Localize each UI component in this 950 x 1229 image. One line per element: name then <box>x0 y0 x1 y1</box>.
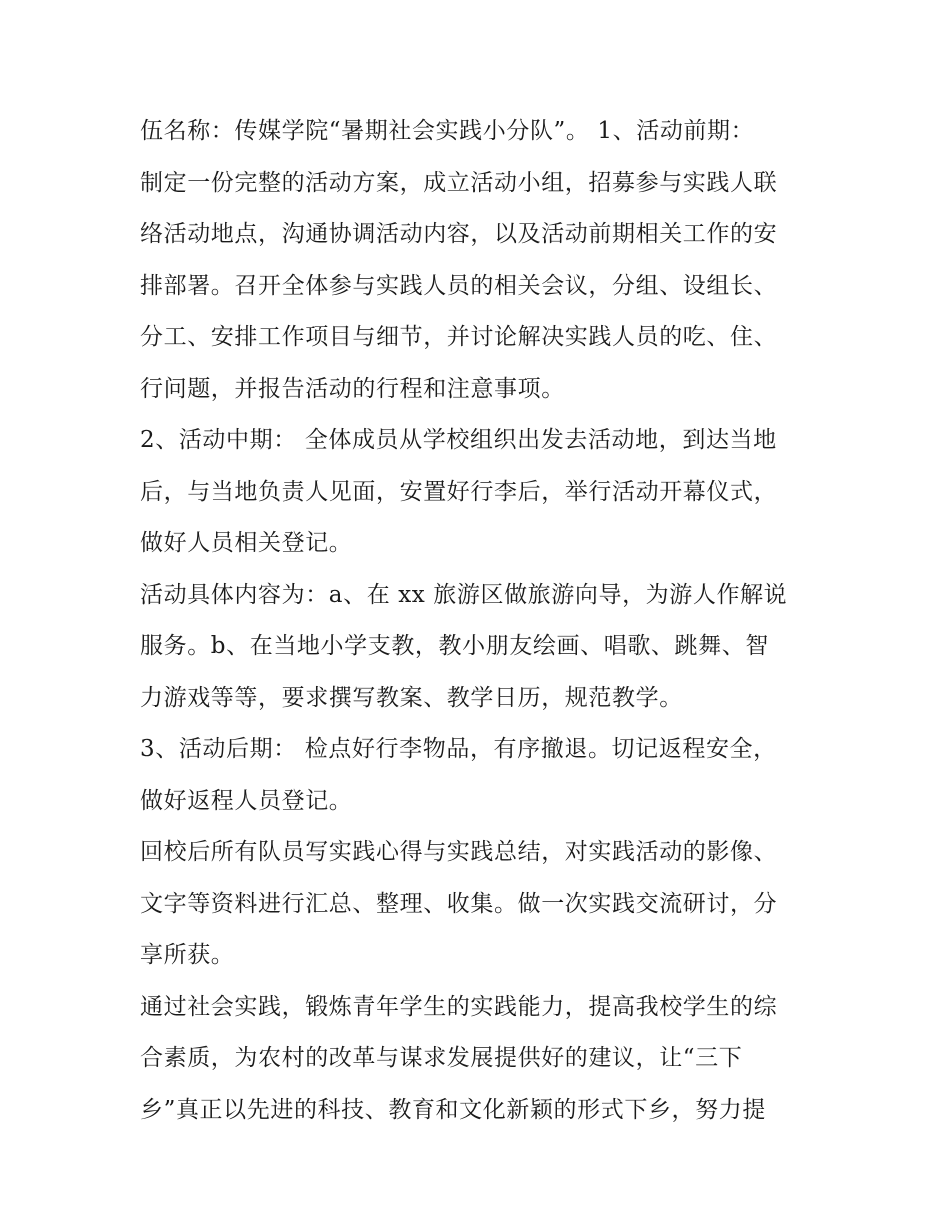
text-line: 伍名称：传媒学院“暑期社会实践小分队”。 1、活动前期： <box>140 118 755 144</box>
text-line: 服务。b、在当地小学支教，教小朋友绘画、唱歌、跳舞、智 <box>140 633 769 659</box>
text-line: 享所获。 <box>140 942 235 968</box>
text-line: 做好人员相关登记。 <box>140 530 353 556</box>
text-line: 做好返程人员登记。 <box>140 787 353 814</box>
text-line: 通过社会实践，锻炼青年学生的实践能力，提高我校学生的综 <box>140 993 778 1020</box>
text-line: 2、活动中期： 全体成员从学校组织出发去活动地，到达当地 <box>140 427 777 453</box>
text-line: 络活动地点，沟通协调活动内容，以及活动前期相关工作的安 <box>140 221 778 247</box>
text-line: 文字等资料进行汇总、整理、收集。做一次实践交流研讨，分 <box>140 890 778 917</box>
text-line: 乡”真正以先进的科技、教育和文化新颖的形式下乡，努力提 <box>140 1096 766 1123</box>
text-line: 排部署。召开全体参与实践人员的相关会议，分组、设组长、 <box>140 272 778 299</box>
text-line: 分工、安排工作项目与细节，并讨论解决实践人员的吃、住、 <box>140 324 778 350</box>
text-line: 3、活动后期： 检点好行李物品，有序撤退。切记返程安全， <box>140 736 777 762</box>
text-line: 后，与当地负责人见面，安置好行李后，举行活动开幕仪式， <box>140 478 778 505</box>
text-line: 活动具体内容为：a、在 xx 旅游区做旅游向导，为游人作解说 <box>140 581 788 608</box>
text-line: 行问题，并报告活动的行程和注意事项。 <box>140 375 565 402</box>
text-line: 制定一份完整的活动方案，成立活动小组，招募参与实践人联 <box>140 169 778 196</box>
text-line: 回校后所有队员写实践心得与实践总结，对实践活动的影像、 <box>140 839 778 865</box>
document-body-text <box>140 106 820 1136</box>
text-line: 合素质，为农村的改革与谋求发展提供好的建议，让“三下 <box>140 1045 743 1071</box>
text-line: 力游戏等等，要求撰写教案、教学日历，规范教学。 <box>140 684 683 711</box>
